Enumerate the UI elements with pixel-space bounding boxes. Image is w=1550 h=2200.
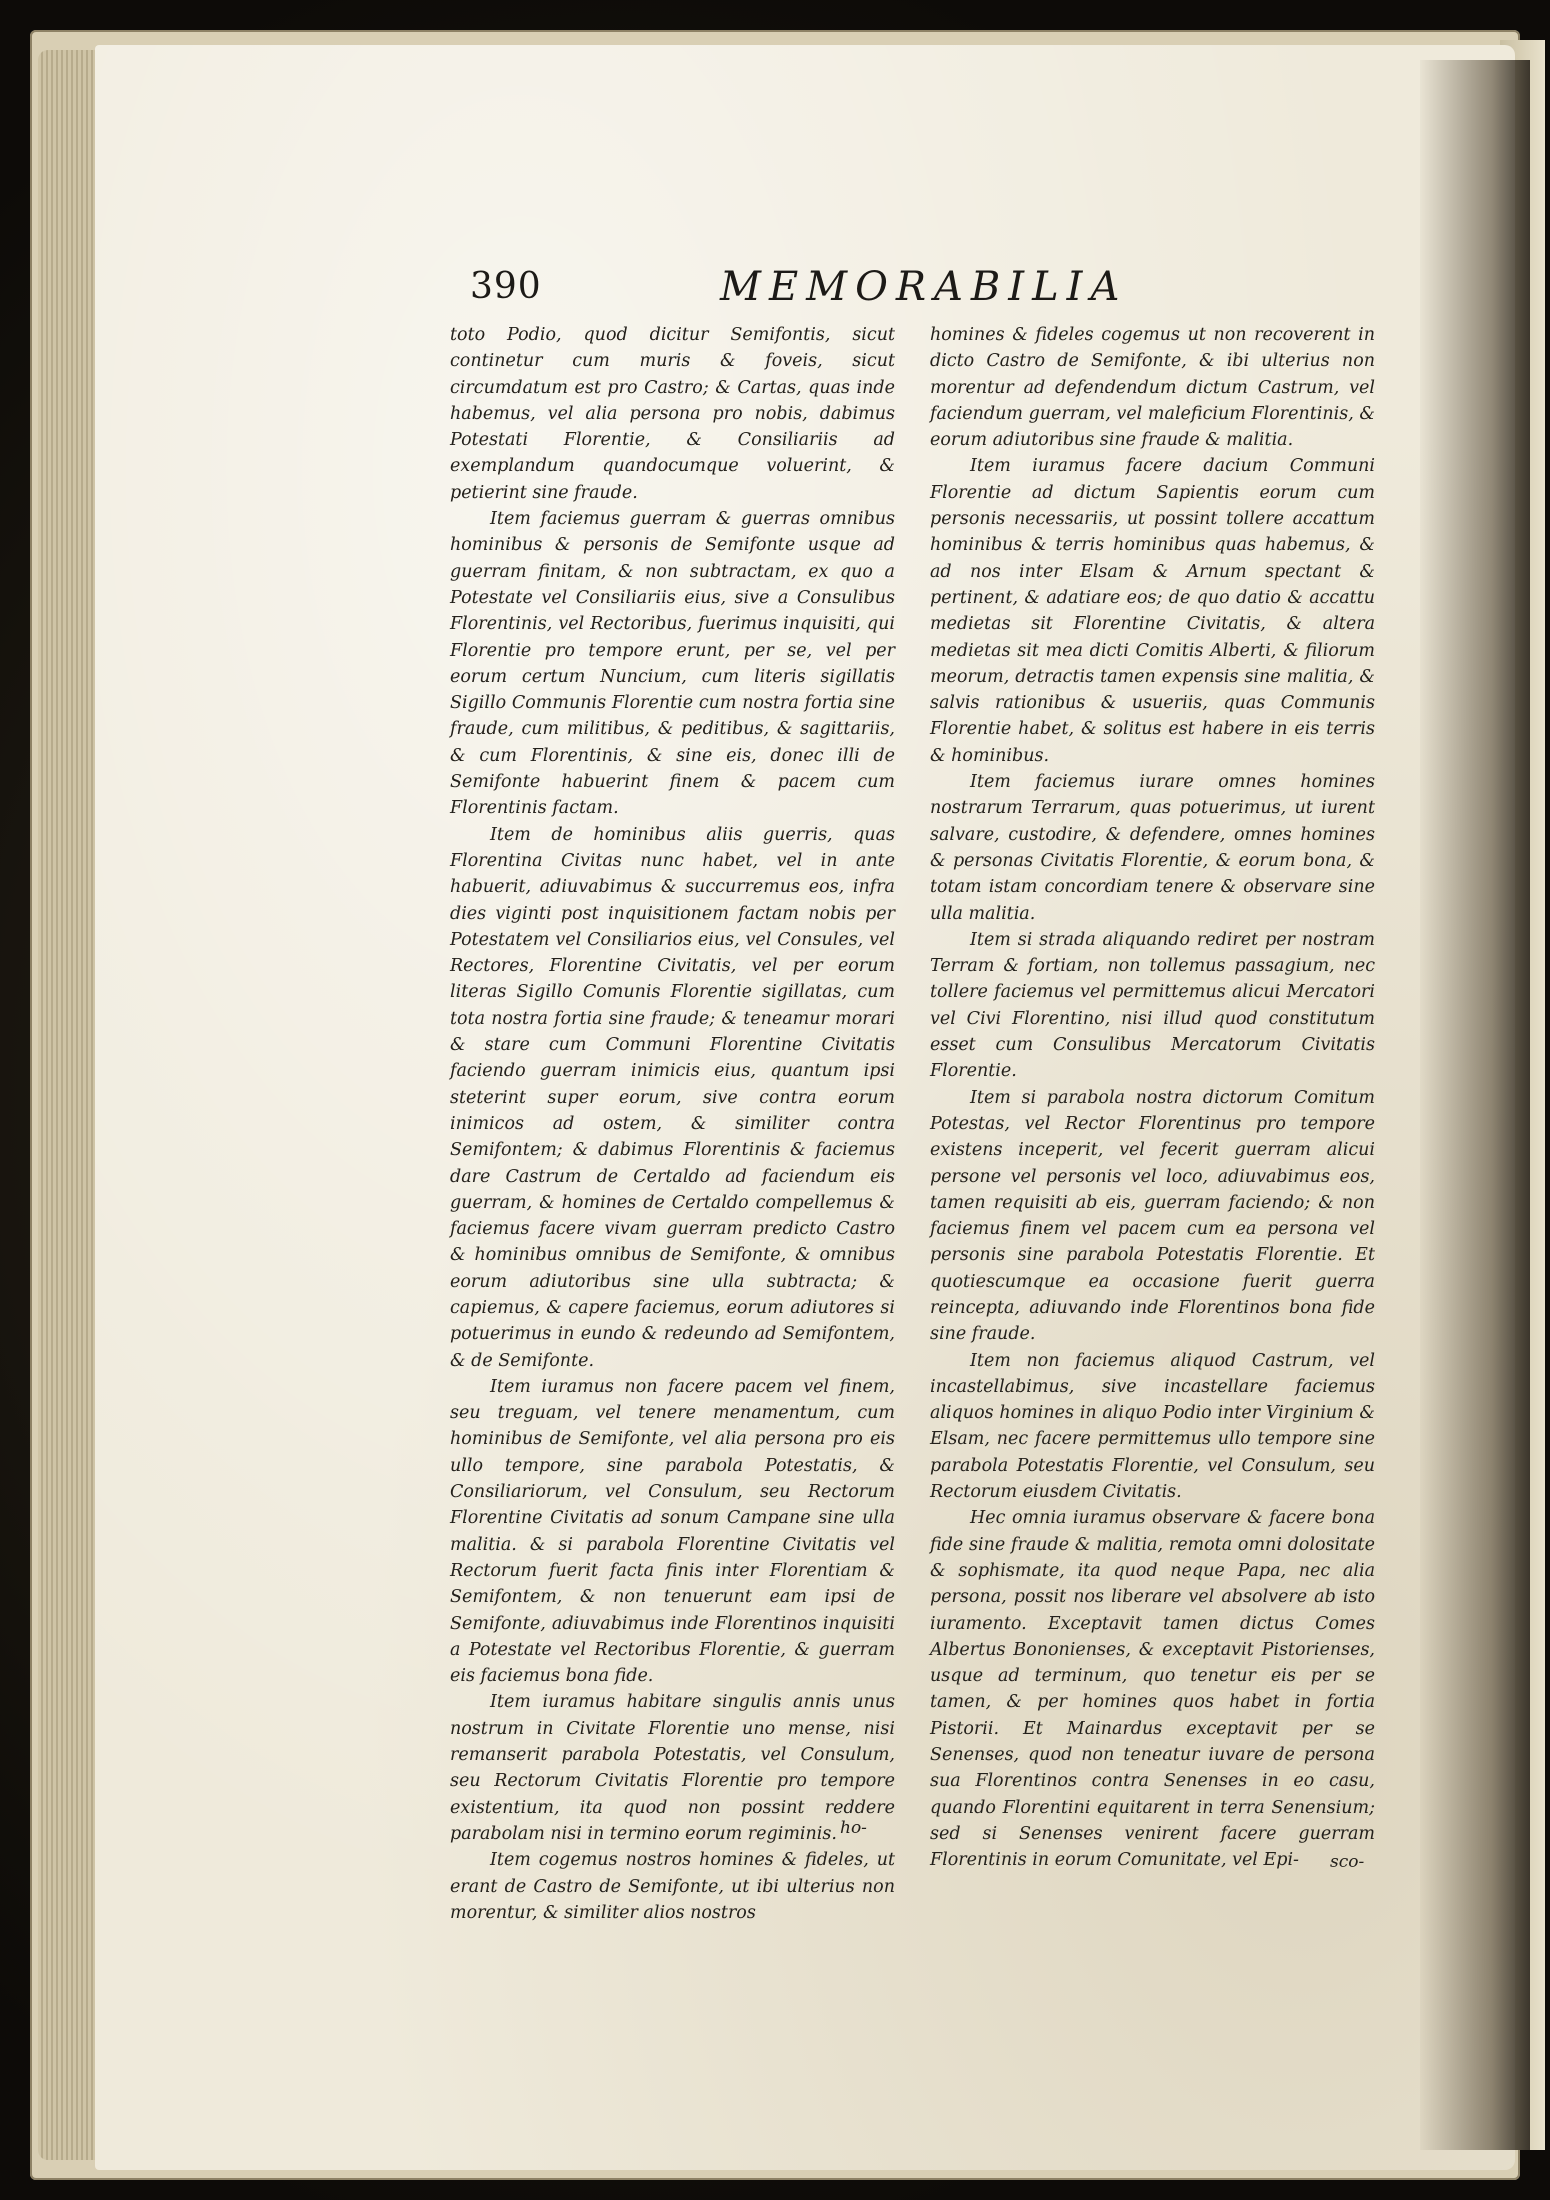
- paragraph: Item si parabola nostra dictorum Comitum Potestas, vel Rector Florentinus pro tempore existens inceperit, vel fecerit guerram alicui persone vel personis vel loco, adiuvabimus eos, tamen requisiti ab eis, guerram faciendo; & non faciemus finem vel pacem cum ea persona vel personis sine parabola Potestatis Florentie. Et quotiescumque ea occasione fuerit guerra reincepta, adiuvando inde Florentinos bona fide sine fraude.: [930, 1087, 1375, 1345]
- paragraph: Item si strada aliquando rediret per nostram Terram & fortiam, non tollemus passagium, nec tollere faciemus vel permittemus alicui Mercatori vel Civi Florentino, nisi illud quod constitutum esset cum Consulibus Mercatorum Civitatis Florentie.: [930, 929, 1375, 1082]
- catchword-left: ho-: [840, 1818, 867, 1838]
- paragraph: homines & fideles cogemus ut non recoverent in dicto Castro de Semifonte, & ibi ulterius non morentur ad defendendum dictum Castrum, vel faciendum guerram, vel maleficium Florentinis, & eorum adiutoribus sine fraude & malitia.: [930, 325, 1375, 451]
- paragraph: toto Podio, quod dicitur Semifontis, sicut continetur cum muris & foveis, sicut circumdatum est pro Castro; & Cartas, quas inde habemus, vel alia persona pro nobis, dabimus Potestati Florentie, & Consiliariis ad exemplandum quandocumque voluerint, & petierint sine fraude.: [450, 325, 895, 503]
- paragraph: Item cogemus nostros homines & fideles, ut erant de Castro de Semifonte, ut ibi ulterius non morentur, & similiter alios nostros: [450, 1850, 895, 1923]
- paragraph: Item de hominibus aliis guerris, quas Florentina Civitas nunc habet, vel in ante habuerit, adiuvabimus & succurremus eos, infra dies viginti post inquisitionem factam nobis per Potestatem vel Consiliarios eius, vel Consules, vel Rectores, Florentine Civitatis, vel per eorum literas Sigillo Comunis Florentie sigillatas, cum tota nostra fortia sine fraude; & teneamur morari & stare cum Communi Florentine Civitatis faciendo guerram inimicis eius, quantum ipsi steterint super eorum, sive contra eorum inimicos ad ostem, & similiter contra Semifontem; & dabimus Florentinis & faciemus dare Castrum de Certaldo ad faciendum eis guerram, & homines de Certaldo compellemus & faciemus facere vivam guerram predicto Castro & hominibus omnibus de Semifonte, & omnibus eorum adiutoribus sine ulla subtracta; & capiemus, & capere faciemus, eorum adiutores si potuerimus in eundo & redeundo ad Semifontem, & de Semifonte.: [450, 824, 895, 1371]
- page-header: [470, 260, 1150, 320]
- text-column-left: [450, 322, 895, 1926]
- paragraph: Hec omnia iuramus observare & facere bona fide sine fraude & malitia, remota omni dolositate & sophismate, ita quod neque Papa, nec alia persona, possit nos liberare vel absolvere ab isto iuramento. Exceptavit tamen dictus Comes Albertus Bononienses, & exceptavit Pistorienses, usque ad terminum, quo tenetur eis per se tamen, & per homines quos habet in fortia Pistorii. Et Mainardus exceptavit per se Senenses, quod non teneatur iuvare de persona sua Florentinos contra Senenses in eo casu, quando Florentini equitarent in terra Senensium; sed si Senenses venirent facere guerram Florentinis in eorum Comunitate, vel Epi-: [930, 1508, 1375, 1871]
- paragraph: Item iuramus non facere pacem vel finem, seu treguam, vel tenere menamentum, cum hominibus de Semifonte, vel alia persona pro eis ullo tempore, sine parabola Potestatis, & Consiliariorum, vel Consulum, seu Rectorum Florentine Civitatis ad sonum Campane sine ulla malitia. & si parabola Florentine Civitatis vel Rectorum fuerit facta finis inter Florentiam & Semifontem, & non tenuerunt eam ipsi de Semifonte, adiuvabimus inde Florentinos inquisiti a Potestate vel Rectoribus Florentie, & guerram eis faciemus bona fide.: [450, 1376, 895, 1687]
- page-number: 390: [470, 266, 542, 307]
- book-gutter: [1420, 60, 1530, 2150]
- paragraph: Item faciemus iurare omnes homines nostrarum Terrarum, quas potuerimus, ut iurent salvare, custodire, & defendere, omnes homines & personas Civitatis Florentie, & eorum bona, & totam istam concordiam tenere & observare sine ulla malitia.: [930, 772, 1375, 924]
- paragraph: Item non faciemus aliquod Castrum, vel incastellabimus, sive incastellare faciemus aliquos homines in aliquo Podio inter Virginium & Elsam, nec facere permittemus ullo tempore sine parabola Potestatis Florentie, vel Consulum, seu Rectorum eiusdem Civitatis.: [930, 1350, 1375, 1503]
- paragraph: Item faciemus guerram & guerras omnibus hominibus & personis de Semifonte usque ad guerram finitam, & non subtractam, ex quo a Potestate vel Consiliariis eius, sive a Consulibus Florentinis, vel Rectoribus, fuerimus inquisiti, qui Florentie pro tempore erunt, per se, vel per eorum certum Nuncium, cum literis sigillatis Sigillo Communis Florentie cum nostra fortia sine fraude, cum militibus, & peditibus, & sagittariis, & cum Florentinis, & sine eis, donec illi de Semifonte habuerint finem & pacem cum Florentinis factam.: [450, 509, 895, 819]
- catchword-right: sco-: [1330, 1852, 1365, 1872]
- running-head: MEMORABILIA: [720, 264, 1128, 310]
- paragraph: Item iuramus habitare singulis annis unus nostrum in Civitate Florentie uno mense, nisi remanserit parabola Potestatis, vel Consulum, seu Rectorum Civitatis Florentie pro tempore existentium, ita quod non possint reddere parabolam nisi in termino eorum regiminis.: [450, 1692, 895, 1844]
- text-column-right: [930, 322, 1375, 1874]
- paragraph: Item iuramus facere dacium Communi Florentie ad dictum Sapientis eorum cum personis necessariis, ut possint tollere accattum hominibus & terris hominibus quas habemus, & ad nos inter Elsam & Arnum spectant & pertinent, & adatiare eos; de quo datio & accattu medietas sit Florentine Civitatis, & altera medietas sit mea dicti Comitis Alberti, & filiorum meorum, detractis tamen expensis sine malitia, & salvis rationibus & usueriis, quas Communis Florentie habet, & solitus est habere in eis terris & hominibus.: [930, 456, 1375, 766]
